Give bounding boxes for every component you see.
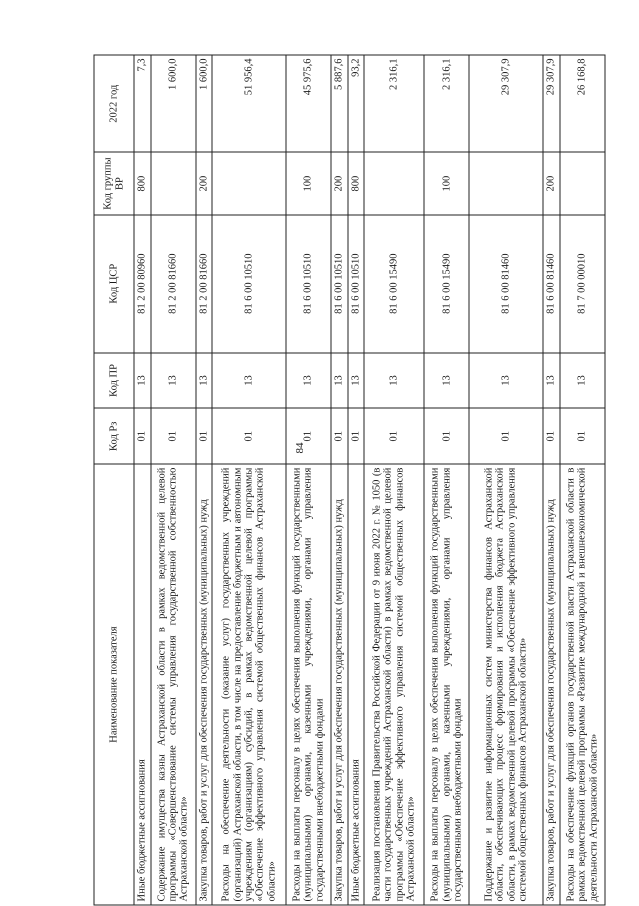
row-csr: 81 2 00 81660	[196, 215, 213, 353]
row-rz: 01	[424, 408, 469, 464]
row-value: 2 316,1	[364, 55, 424, 152]
row-csr: 81 6 00 15490	[424, 215, 469, 353]
header-rz: Код Рз	[94, 408, 134, 464]
row-pr: 13	[364, 353, 424, 409]
row-csr: 81 6 00 10510	[348, 215, 365, 353]
row-vr: 800	[134, 152, 151, 214]
page-number: 84	[294, 442, 306, 454]
row-vr	[151, 152, 196, 214]
header-pr: Код ПР	[94, 353, 134, 409]
row-vr: 100	[424, 152, 469, 214]
row-name: Поддержание и развитие информационных систем министерства финансов Астраханской области, обеспечивающих процесс формирования и исполнения бюджета Астраханской области, в рамках ведомственной целевой программы «Обеспечение эффективного управления системой общественных финансов Астраханской области»	[469, 464, 543, 905]
row-vr	[560, 152, 605, 214]
row-rz: 01	[543, 408, 560, 464]
row-value: 1 600,0	[196, 55, 213, 152]
row-pr: 13	[543, 353, 560, 409]
row-value: 5 887,6	[331, 55, 348, 152]
table-row	[151, 55, 196, 905]
header-vr: Код группы ВР	[94, 152, 134, 214]
row-vr: 100	[286, 152, 331, 214]
row-vr: 800	[348, 152, 365, 214]
header-csr: Код ЦСР	[94, 215, 134, 353]
row-rz: 01	[196, 408, 213, 464]
table-row	[424, 55, 469, 905]
row-csr: 81 6 00 81460	[543, 215, 560, 353]
row-name: Расходы на выплаты персоналу в целях обеспечения выполнения функций государственными (муниципальными) органами, казенными учреждениями, органами управления государственными внебюджетными фондами	[424, 464, 469, 905]
row-name: Содержание имущества казны Астраханской области в рамках ведомственной целевой программы «Совершенствование системы управления государственной собственностью Астраханской области»	[151, 464, 196, 905]
row-pr: 13	[286, 353, 331, 409]
row-pr: 13	[469, 353, 543, 409]
row-csr: 81 6 00 10510	[331, 215, 348, 353]
row-value: 29 307,9	[543, 55, 560, 152]
table-row	[134, 55, 151, 905]
row-csr: 81 6 00 81460	[469, 215, 543, 353]
row-name: Закупка товаров, работ и услуг для обеспечения государственных (муниципальных) нужд	[331, 464, 348, 905]
row-name: Расходы на выплаты персоналу в целях обеспечения выполнения функций государственными (муниципальными) органами, казенными учреждениями, органами управления государственными внебюджетными фондами	[286, 464, 331, 905]
budget-table	[94, 55, 606, 906]
table-row	[560, 55, 605, 905]
row-csr: 81 6 00 10510	[212, 215, 286, 353]
row-csr: 81 6 00 10510	[286, 215, 331, 353]
row-value: 51 956,4	[212, 55, 286, 152]
table-row	[364, 55, 424, 905]
table-row	[469, 55, 543, 905]
row-csr: 81 2 00 81660	[151, 215, 196, 353]
row-pr: 13	[348, 353, 365, 409]
table-row	[543, 55, 560, 905]
row-rz: 01	[286, 408, 331, 464]
row-value: 1 600,0	[151, 55, 196, 152]
row-value: 2 316,1	[424, 55, 469, 152]
header-year: 2022 год	[94, 55, 134, 152]
table-row	[348, 55, 365, 905]
header-name: Наименование показателя	[94, 464, 134, 905]
row-name: Иные бюджетные ассигнования	[348, 464, 365, 905]
row-name: Закупка товаров, работ и услуг для обеспечения государственных (муниципальных) нужд	[543, 464, 560, 905]
row-vr	[212, 152, 286, 214]
row-csr: 81 7 00 00010	[560, 215, 605, 353]
row-pr: 13	[151, 353, 196, 409]
row-vr: 200	[543, 152, 560, 214]
row-name: Иные бюджетные ассигнования	[134, 464, 151, 905]
table-row	[331, 55, 348, 905]
row-rz: 01	[331, 408, 348, 464]
row-pr: 13	[212, 353, 286, 409]
row-rz: 01	[151, 408, 196, 464]
row-rz: 01	[364, 408, 424, 464]
row-value: 45 975,6	[286, 55, 331, 152]
row-pr: 13	[196, 353, 213, 409]
row-vr	[364, 152, 424, 214]
row-rz: 01	[560, 408, 605, 464]
row-pr: 13	[331, 353, 348, 409]
row-value: 7,3	[134, 55, 151, 152]
row-rz: 01	[469, 408, 543, 464]
row-name: Расходы на обеспечение деятельности (оказание услуг) государственных учреждений (организаций) Астраханской области, в том числе на предоставление бюджетным и автономным учреждениям (организациям) субсидий, в рамках ведомственной целевой программы «Обеспечение эффективного управления системой общественных финансов Астраханской области»	[212, 464, 286, 905]
row-pr: 13	[424, 353, 469, 409]
row-rz: 01	[134, 408, 151, 464]
table-header-row	[94, 55, 134, 905]
row-vr: 200	[196, 152, 213, 214]
rotated-page	[94, 55, 606, 906]
row-value: 26 168,8	[560, 55, 605, 152]
row-vr	[469, 152, 543, 214]
row-rz: 01	[212, 408, 286, 464]
row-rz: 01	[348, 408, 365, 464]
table-row	[196, 55, 213, 905]
table-row	[286, 55, 331, 905]
row-csr: 81 6 00 15490	[364, 215, 424, 353]
row-value: 93,2	[348, 55, 365, 152]
row-pr: 13	[134, 353, 151, 409]
row-vr: 200	[331, 152, 348, 214]
row-pr: 13	[560, 353, 605, 409]
row-name: Расходы на обеспечение функций органов государственной власти Астраханской области в рамках ведомственной целевой программы «Развитие международной и внешнеэкономической деятельности Астраханской области»	[560, 464, 605, 905]
table-row	[212, 55, 286, 905]
row-csr: 81 2 00 80960	[134, 215, 151, 353]
row-name: Реализация постановления Правительства Российской Федерации от 9 июня 2022 г. № 1050 (в части государственных учреждений Астраханской области) в рамках ведомственной целевой программы «Обеспечение эффективного управления системой общественных финансов Астраханской области»	[364, 464, 424, 905]
row-name: Закупка товаров, работ и услуг для обеспечения государственных (муниципальных) нужд	[196, 464, 213, 905]
row-value: 29 307,9	[469, 55, 543, 152]
